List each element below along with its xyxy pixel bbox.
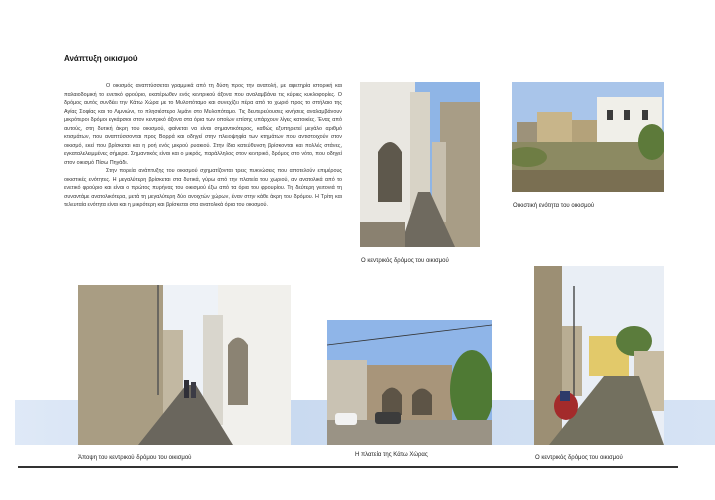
photo-central-street-view [78,285,291,445]
photo-residential-unit [512,82,664,192]
bottom-rule [18,466,678,468]
body-paragraph-1: Ο οικισμός αναπτύσσεται γραμμικά από τη δύση προς την ανατολή, με αφετηρία ιστορική και παλαιοδομική το ενετικό φρούριο, εκατέρωθεν ενός κεντρικού άξονα που αναλαμβάνει τις κύριες κυκλοφορίες. Ο δρόμος αυτός συνδέει την Κάτω Χώρα με το Μυλοπόταμο και συνεχίζει πέρα από το χωριό προς το σπήλαιο της Αγίας Σοφίας και το Λιμνιώνι, το πλησιέστερο λιμάνι στο Μυλοπόταμο. Τις δευτερεύουσες κινήσεις αναλαμβάνουν μικρότεροι δρόμοι εγκάρσιοι στον κεντρικό άξονα στα όρια των οποίων επίσης υπάρχουν λίγες κατοικίες. Ένας από αυτούς, στη δυτική άκρη του οικισμού, φαίνεται να είναι σημαντικότερος, καθώς εξυπηρετεί μεγάλο αριθμό κτισμάτων, που αναπτύσσονται προς Βορρά και οδηγεί στην πλειοψηφία των κτημάτων που αντιστοιχούν στον οικισμό, εκεί που βρίσκεται και η ροή ενός μικρού ρυακιού. Στην ίδια κατεύθυνση βρίσκονται και πολλές στάνες, εγκαταλελειμμένες σήμερα. Σημαντικός είναι και ο μικρός, παράλληλος στον κεντρικό, δρόμος στο νότο, που οδηγεί στον οικισμό Πίσω Πηγάδι. [64,83,342,166]
body-paragraph-2: Στην πορεία ανάπτυξης του οικισμού σχηματίζονται τρεις πυκνώσεις που αποτελούν επιμέρους οικιστικές ενότητες. Η μεγαλύτερη βρίσκεται στα δυτικά, γύρω από την πλατεία του χωριού, αν ανατολικά από το ενετικό φρούριο και είναι ο πρώτος πυρήνας του οικισμού έξω από τα όρια του φρουρίου. Τη δεύτερη γειτονιά τη συναντάμε ανατολικότερα, μετά τη μεγαλύτερη δύο ανοιχτών χώρων, έναν στην κάθε άκρη του δρόμου. Η Τρίτη και τελευταία ενότητα είναι και η μικρότερη και βρίσκεται στα ανατολικά όρια του οικισμού. [64,168,342,208]
body-text [64,82,342,210]
photo-kato-chora-square [327,320,492,445]
photo-central-street-top [360,82,480,247]
caption-top-middle: Ο κεντρικός δρόμος του οικισμού [361,258,449,264]
caption-bottom-left: Άποψη του κεντρικού δρόμου του οικισμού [78,455,192,461]
page-heading: Ανάπτυξη οικισμού [64,54,138,63]
caption-bottom-right: Ο κεντρικός δρόμος του οικισμού [535,455,623,461]
photo-central-street-bottom [534,266,664,445]
caption-top-right: Οικιστική ενότητα του οικισμού [513,203,595,209]
caption-bottom-middle: Η πλατεία της Κάτω Χώρας [355,452,428,458]
